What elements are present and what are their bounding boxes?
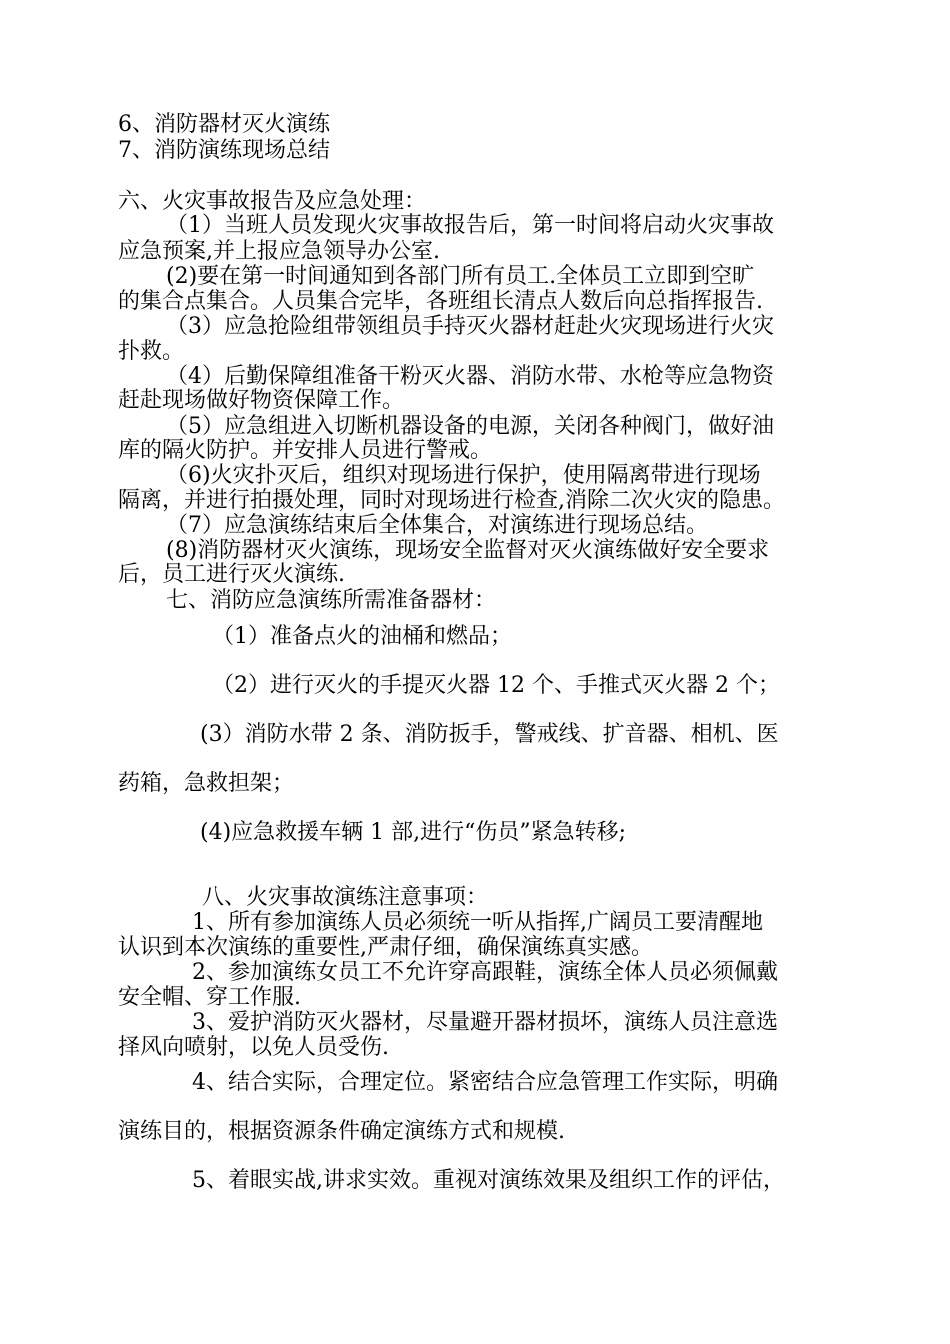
paragraph-line: （4）后勤保障组准备干粉灭火器、消防水带、水枪等应急物资: [166, 364, 774, 389]
paragraph-line: （6)火灾扑灭后，组织对现场进行保护，使用隔离带进行现场: [166, 463, 761, 488]
section-8-heading: 八、火灾事故演练注意事项：: [202, 885, 489, 910]
paragraph-line: 认识到本次演练的重要性,严肃仔细，确保演练真实感。: [118, 935, 653, 960]
paragraph-line: 2、参加演练女员工不允许穿高跟鞋，演练全体人员必须佩戴: [192, 960, 778, 985]
paragraph-line: (2)要在第一时间通知到各部门所有员工.全体员工立即到空旷: [166, 264, 755, 289]
paragraph-line: 的集合点集合。人员集合完毕，各班组长清点人数后向总指挥报告.: [118, 289, 763, 314]
paragraph-line: 应急预案,并上报应急领导办公室.: [118, 239, 440, 264]
list-item: 7、消防演练现场总结: [118, 138, 330, 163]
paragraph-line: 1、所有参加演练人员必须统一听从指挥,广阔员工要清醒地: [192, 910, 763, 935]
paragraph-line: 隔离，并进行拍摄处理，同时对现场进行检查,消除二次火灾的隐患。: [118, 488, 785, 513]
section-7-heading: 七、消防应急演练所需准备器材：: [166, 588, 497, 613]
paragraph-line: 5、着眼实战,讲求实效。重视对演练效果及组织工作的评估，: [192, 1168, 785, 1193]
paragraph-line: 库的隔火防护。并安排人员进行警戒。: [118, 438, 493, 463]
paragraph-line: 3、爱护消防灭火器材，尽量避开器材损坏，演练人员注意选: [192, 1010, 778, 1035]
paragraph-line: (8)消防器材灭火演练，现场安全监督对灭火演练做好安全要求: [166, 538, 770, 563]
paragraph-line: （1）当班人员发现火灾事故报告后，第一时间将启动火灾事故: [166, 213, 774, 238]
paragraph-line: 4、结合实际，合理定位。紧密结合应急管理工作实际，明确: [192, 1070, 778, 1095]
paragraph-line: （1）准备点火的油桶和燃品；: [212, 624, 512, 649]
paragraph-line: (4)应急救援车辆 1 部,进行“伤员”紧急转移;: [200, 820, 627, 845]
paragraph-line: 后，员工进行灭火演练.: [118, 562, 345, 587]
paragraph-line: 扑救。: [118, 339, 185, 364]
paragraph-line: （5）应急组进入切断机器设备的电源，关闭各种阀门，做好油: [166, 414, 774, 439]
paragraph-line: (3）消防水带 2 条、消防扳手，警戒线、扩音器、相机、医: [200, 722, 779, 747]
paragraph-line: （7）应急演练结束后全体集合，对演练进行现场总结。: [166, 513, 708, 538]
list-item: 6、消防器材灭火演练: [118, 112, 330, 137]
paragraph-line: 药箱，急救担架；: [118, 771, 295, 796]
paragraph-line: 赶赴现场做好物资保障工作。: [118, 388, 405, 413]
paragraph-line: 演练目的，根据资源条件确定演练方式和规模.: [118, 1119, 565, 1144]
paragraph-line: （2）进行灭火的手提灭火器 12 个、手推式灭火器 2 个；: [212, 673, 780, 698]
paragraph-line: 安全帽、穿工作服.: [118, 985, 301, 1010]
section-6-heading: 六、火灾事故报告及应急处理：: [118, 189, 427, 214]
paragraph-line: 择风向喷射，以免人员受伤.: [118, 1035, 389, 1060]
paragraph-line: （3）应急抢险组带领组员手持灭火器材赶赴火灾现场进行火灾: [166, 314, 774, 339]
